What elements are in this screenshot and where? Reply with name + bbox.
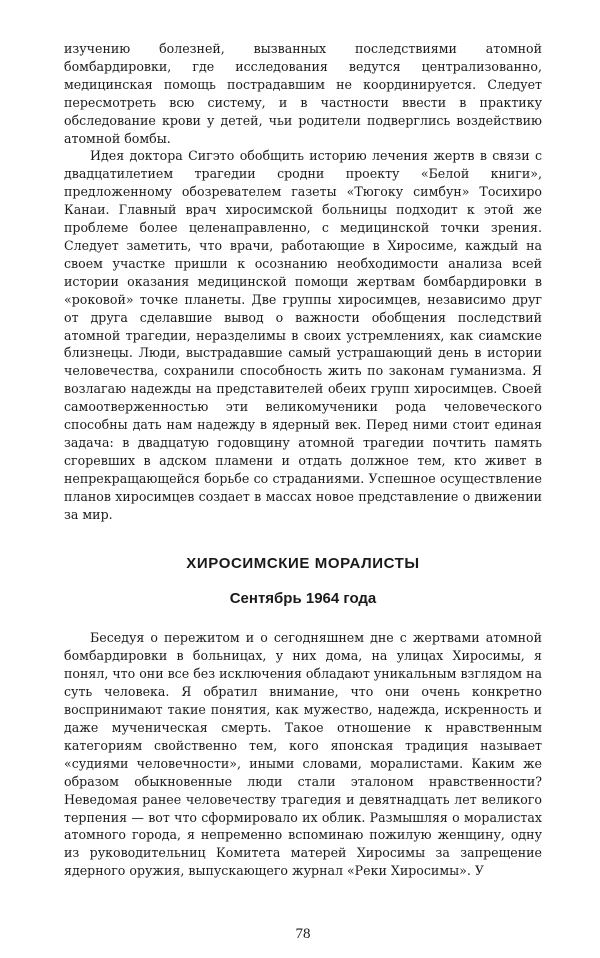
page-number: 78: [295, 926, 311, 942]
paragraph-shigeto-idea: Идея доктора Сигэто обобщить историю лечения жертв в связи с двадцатилетием трагедии сродни проекту «Белой книги», предложенному обозревателем газеты «Тюгоку симбун» Тосихиро Канаи. Главный врач хиросимской больницы подходит к этой же проблеме более целенаправленно, с медицинской точки зрения. Следует заметить, что врачи, работающие в Хиросиме, каждый на своем участке пришли к осознанию необходимости анализа всей истории оказания медицинской помощи жертвам бомбардировки в «роковой» точке планеты. Две группы хиросимцев, независимо друг от друга сделавшие вывод о важности обобщения последствий атомной трагедии, неразделимы в своих устремлениях, как сиамские близнецы. Люди, выстрадавшие самый устрашающий день в истории человечества, сохранили способность жить по законам гуманизма. Я возлагаю надежды на представителей обеих групп хиросимцев. Своей самоотверженностью эти великомученики рода человеческого способны дать нам надежду в ядерный век. Перед ними стоит единая задача: в двадцатую годовщину атомной трагедии почтить память сгоревших в адском пламени и отдать должное тем, кто живет в непрекращающейся борьбе со страданиями. Успешное осуществление планов хиросимцев создает в массах новое представление о движении за мир.: [64, 148, 542, 522]
section-date: Сентябрь 1964 года: [229, 590, 377, 608]
book-page: [64, 40, 542, 940]
section-title: ХИРОСИМСКИЕ МОРАЛИСТЫ: [186, 555, 420, 573]
paragraph-continuation: изучению болезней, вызванных последствиями атомной бомбардировки, где исследования ведутся централизованно, медицинская помощь пострадавшим не координируется. Следует пересмотреть всю систему, и в частности ввести в практику обследование крови у детей, чьи родители подверглись воздействию атомной бомбы.: [64, 41, 542, 146]
paragraph-moralists: Беседуя о пережитом и о сегодняшнем дне с жертвами атомной бомбардировки в больницах, у них дома, на улицах Хиросимы, я понял, что они все без исключения обладают уникальным взглядом на суть человека. Я обратил внимание, что они очень конкретно воспринимают такие понятия, как мужество, надежда, искренность и даже мученическая смерть. Такое отношение к нравственным категориям свойственно тем, кого японская традиция называет «судиями человечности», иными словами, моралистами. Каким же образом обыкновенные люди стали эталоном нравственности? Неведомая ранее человечеству трагедия и девятнадцать лет великого терпения — вот что сформировало их облик. Размышляя о моралистах атомного города, я непременно вспоминаю пожилую женщину, одну из руководительниц Комитета матерей Хиросимы за запрещение ядерного оружия, выпускающего журнал «Реки Хиросимы». У: [64, 630, 542, 879]
